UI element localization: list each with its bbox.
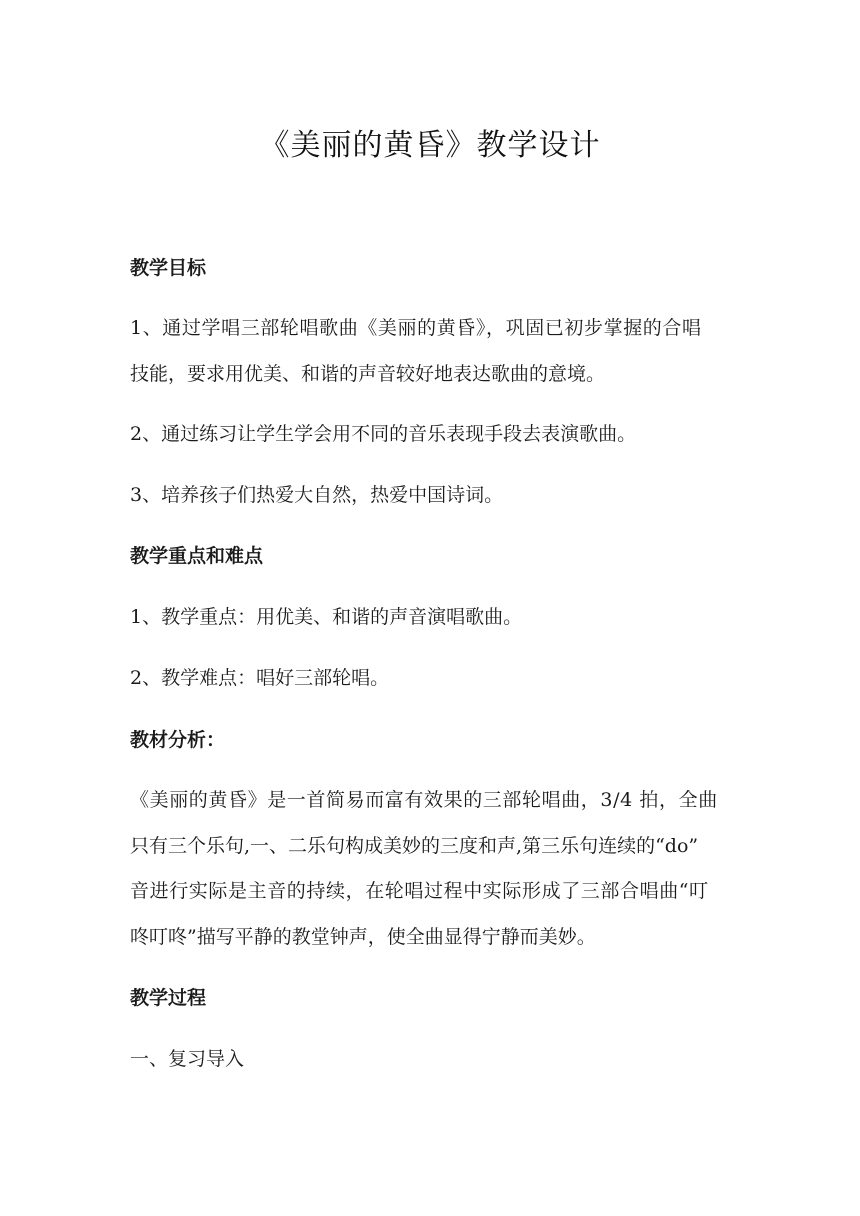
analysis-line-3: 音进行实际是主音的持续，在轮唱过程中实际形成了三部合唱曲“叮 <box>130 880 709 902</box>
section-heading-objectives: 教学目标 <box>130 257 207 279</box>
analysis-line-2: 只有三个乐句,一、二乐句构成美妙的三度和声,第三乐句连续的“do” <box>130 835 699 857</box>
objective-item-2: 2、通过练习让学生学会用不同的音乐表现手段去表演歌曲。 <box>130 423 637 445</box>
objective-item-1-line-2: 技能，要求用优美、和谐的声音较好地表达歌曲的意境。 <box>130 363 606 385</box>
process-item-1: 一、复习导入 <box>130 1048 245 1070</box>
objective-item-1-line-1: 1、通过学唱三部轮唱歌曲《美丽的黄昏》，巩固已初步掌握的合唱 <box>130 317 702 339</box>
section-heading-key-points: 教学重点和难点 <box>130 545 264 567</box>
analysis-line-4: 咚叮咚”描写平静的教堂钟声，使全曲显得宁静而美妙。 <box>130 926 596 948</box>
key-point-item-1: 1、教学重点：用优美、和谐的声音演唱歌曲。 <box>130 606 523 628</box>
section-heading-process: 教学过程 <box>130 987 207 1009</box>
key-point-item-2: 2、教学难点：唱好三部轮唱。 <box>130 667 390 689</box>
objective-item-3: 3、培养孩子们热爱大自然，热爱中国诗词。 <box>130 484 504 506</box>
analysis-line-1: 《美丽的黄昏》是一首简易而富有效果的三部轮唱曲，3/4 拍，全曲 <box>130 789 718 811</box>
section-heading-analysis: 教材分析： <box>130 729 226 751</box>
document-title: 《美丽的黄昏》教学设计 <box>259 128 601 163</box>
